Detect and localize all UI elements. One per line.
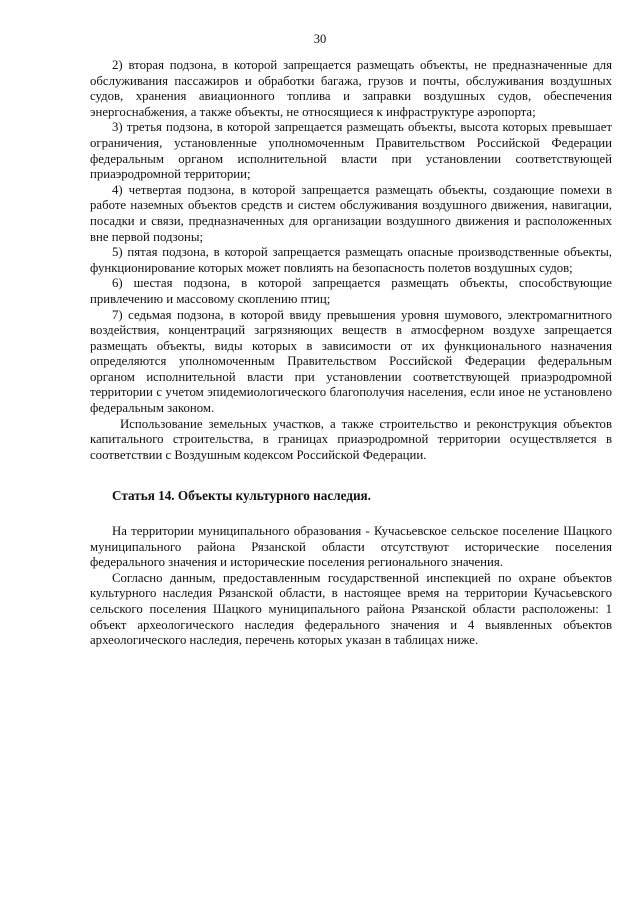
subzone-2-paragraph: 2) вторая подзона, в которой запрещается размещать объекты, не предназначенные для обслуживания пассажиров и обработки багажа, грузов и почты, обслуживания воздушных судов, хранения авиационного топлива и заправки воздушных судов, обеспечения энергоснабжения, а также объекты, не относящиеся к инфраструктуре аэропорта;: [90, 58, 612, 119]
article-heading: Статья 14. Объекты культурного наследия.: [112, 488, 371, 504]
subzone-4-paragraph: 4) четвертая подзона, в которой запрещается размещать объекты, создающие помехи в работе наземных объектов средств и систем обслуживания воздушного движения, навигации, посадки и связи, предназначенных для организации воздушного движения и расположенных вне первой подзоны;: [90, 182, 612, 244]
historic-settlements-paragraph: На территории муниципального образования - Кучасьевское сельское поселение Шацкого муниципального района Рязанской области отсутствуют исторические поселения федерального значения и исторические поселения регионального значения.: [90, 524, 612, 570]
land-use-paragraph: Использование земельных участков, а также строительство и реконструкция объектов капитального строительства, в границах приаэродромной территории осуществляется в соответствии с Воздушным кодексом Российской Федерации.: [90, 416, 612, 462]
subzone-7-paragraph: 7) седьмая подзона, в которой ввиду превышения уровня шумового, электромагнитного воздействия, концентраций загрязняющих веществ в атмосферном воздухе запрещается размещать объекты, виды которых в зависимости от их функционального назначения определяются уполномоченным Правительством Российской Федерации федеральным органом исполнительной власти при установлении соответствующей приаэродромной территории с учетом эпидемиологического благополучия населения, если иное не установлено федеральным законом.: [90, 307, 612, 416]
heritage-objects-paragraph: Согласно данным, предоставленным государственной инспекцией по охране объектов культурного наследия Рязанской области, в настоящее время на территории Кучасьевского сельского поселения Шацкого муниципального района Рязанской области расположены: 1 объект археологического наследия федерального значения и 4 выявленных объектов археологического наследия, перечень которых указан в таблицах ниже.: [90, 570, 612, 648]
subzone-5-paragraph: 5) пятая подзона, в которой запрещается размещать опасные производственные объекты, функционирование которых может повлиять на безопасность полетов воздушных судов;: [90, 245, 612, 275]
subzone-6-paragraph: 6) шестая подзона, в которой запрещается размещать объекты, способствующие привлечению и массовому скоплению птиц;: [90, 276, 612, 306]
document-body: [90, 58, 612, 649]
page-number: 30: [313, 32, 327, 46]
subzone-3-paragraph: 3) третья подзона, в которой запрещается размещать объекты, высота которых превышает ограничения, установленные уполномоченным Правительством Российской Федерации федеральным органом исполнительной власти при установлении соответствующей приаэродромной территории;: [90, 120, 612, 182]
